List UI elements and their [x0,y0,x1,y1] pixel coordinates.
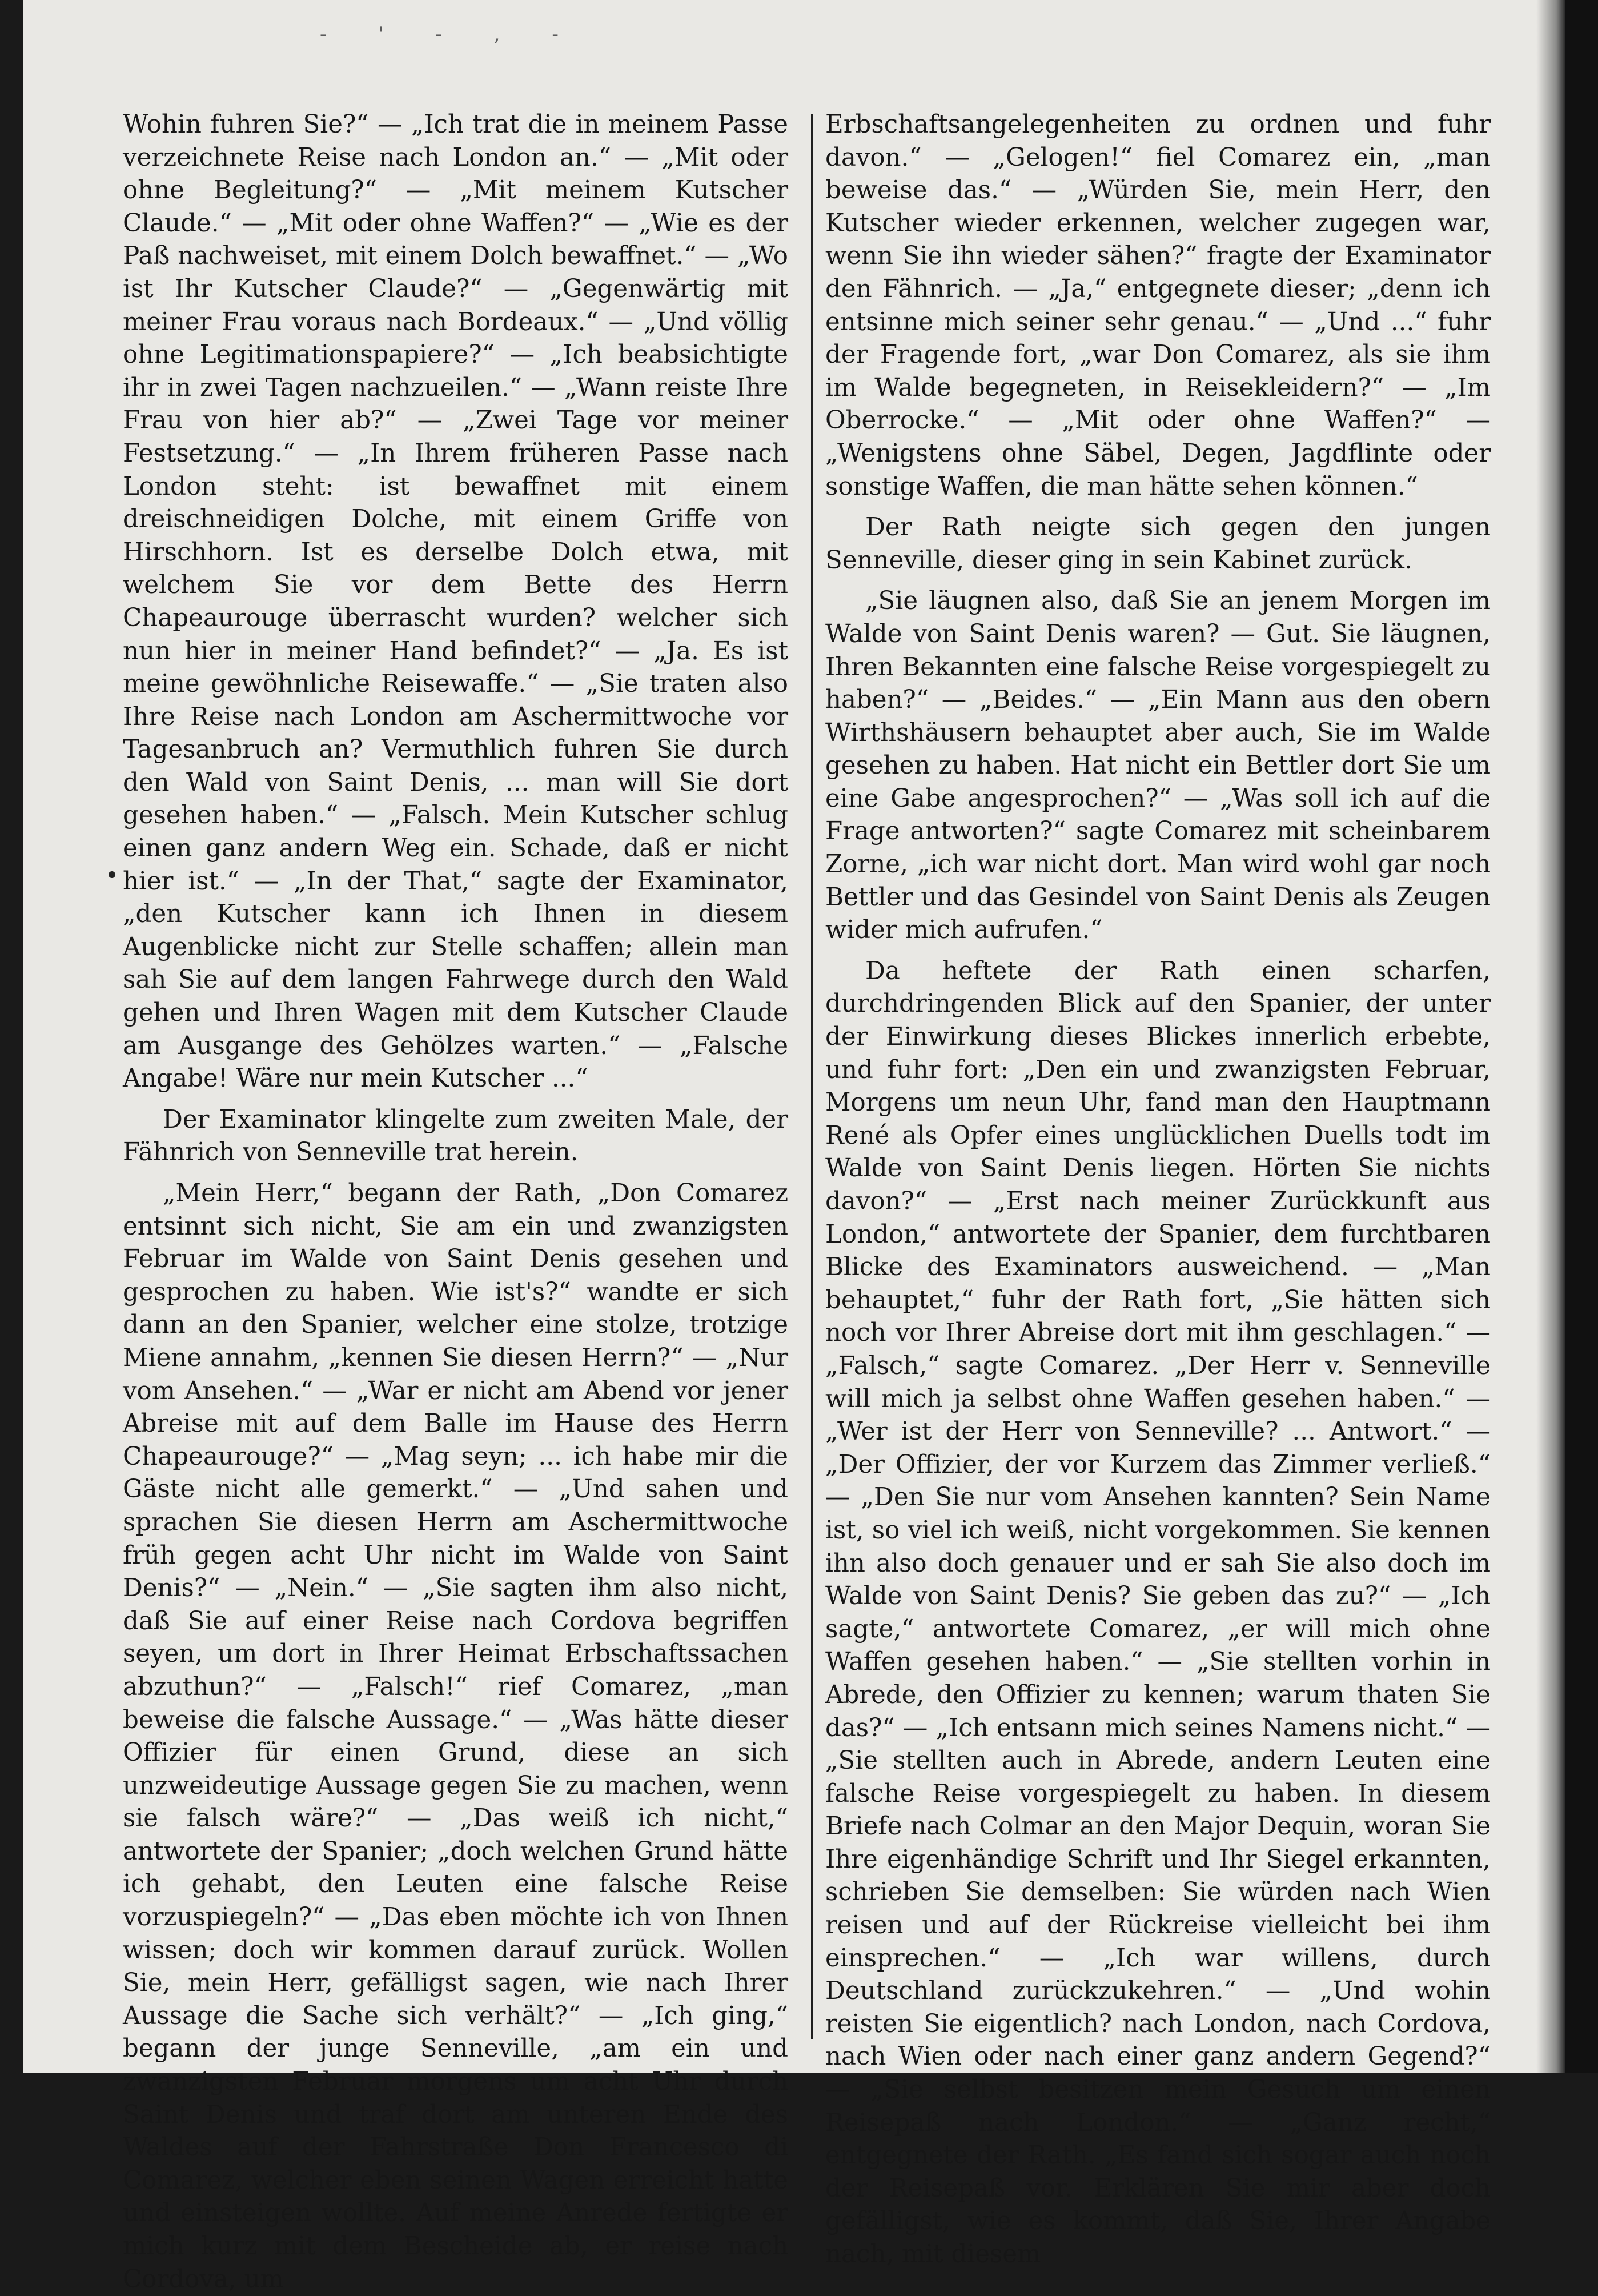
paragraph: „Mein Herr,“ begann der Rath, „Don Comarez entsinnt sich nicht, Sie am ein und zwanzigsten Februar im Walde von Saint Denis gesehen und gesprochen zu haben. Wie ist's?“ wandte er sich dann an den Spanier, welcher eine stolze, trotzige Miene annahm, „kennen Sie diesen Herrn?“ — „Nur vom Ansehen.“ — „War er nicht am Abend vor jener Abreise mit auf dem Balle im Hause des Herrn Chapeaurouge?“ — „Mag seyn; ... ich habe mir die Gäste nicht alle gemerkt.“ — „Und sahen und sprachen Sie diesen Herrn am Aschermittwoche früh gegen acht Uhr nicht im Walde von Saint Denis?“ — „Nein.“ — „Sie sagten ihm also nicht, daß Sie auf einer Reise nach Cordova begriffen seyen, um dort in Ihrer Heimat Erbschaftssachen abzuthun?“ — „Falsch!“ rief Comarez, „man beweise die falsche Aussage.“ — „Was hätte dieser Offizier für einen Grund, diese an sich unzweideutige Aussage gegen Sie zu machen, wenn sie falsch wäre?“ — „Das weiß ich nicht,“ antwortete der Spanier; „doch welchen Grund hätte ich gehabt, den Leuten eine falsche Reise vorzuspiegeln?“ — „Das eben möchte ich von Ihnen wissen; doch wir kommen darauf zurück. Wollen Sie, mein Herr, gefälligst sagen, wie nach Ihrer Aussage die Sache sich verhält?“ — „Ich ging,“ begann der junge Senneville, „am ein und zwanzigsten Februar morgens um acht Uhr durch Saint Denis und traf dort am unteren Ende des Waldes auf der Fahrstraße Don Francesco di Comarez, welcher eben seinen Wagen erreicht hatte und einsteigen wollte. Auf meine Anrede fertigte er mich kurz mit dem Bescheide ab, er reise nach Cordova, um [123,1179,788,2294]
column-rule [811,114,813,2039]
paragraph: Wohin fuhren Sie?“ — „Ich trat die in meinem Passe verzeichnete Reise nach London an.“ — „Mit oder ohne Begleitung?“ — „Mit meinem Kutscher Claude.“ — „Mit oder ohne Waffen?“ — „Wie es der Paß nachweiset, mit einem Dolch bewaffnet.“ — „Wo ist Ihr Kutscher Claude?“ — „Gegenwärtig mit meiner Frau voraus nach Bordeaux.“ — „Und völlig ohne Legitimationspapiere?“ — „Ich beabsichtigte ihr in zwei Tagen nachzueilen.“ — „Wann reiste Ihre Frau von hier ab?“ — „Zwei Tage vor meiner Festsetzung.“ — „In Ihrem früheren Passe nach London steht: ist bewaffnet mit einem dreischneidigen Dolche, mit einem Griffe von Hirschhorn. Ist es derselbe Dolch etwa, mit welchem Sie vor dem Bette des Herrn Chapeaurouge überrascht wurden? welcher sich nun hier in meiner Hand befindet?“ — „Ja. Es ist meine gewöhnliche Reisewaffe.“ — „Sie traten also Ihre Reise nach London am Aschermittwoche vor Tagesanbruch an? Vermuthlich fuhren Sie durch den Wald von Saint Denis, ... man will Sie dort gesehen haben.“ — „Falsch. Mein Kutscher schlug einen ganz andern Weg ein. Schade, daß er nicht hier ist.“ — „In der That,“ sagte der Examinator, „den Kutscher kann ich Ihnen in diesem Augenblicke nicht zur Stelle schaffen; allein man sah Sie auf dem langen Fahrwege durch den Wald gehen und Ihren Wagen mit dem Kutscher Claude am Ausgange des Gehölzes warten.“ — „Falsche Angabe! Wäre nur mein Kutscher ...“ [123,110,788,1093]
paragraph: Erbschaftsangelegenheiten zu ordnen und fuhr davon.“ — „Gelogen!“ fiel Comarez ein, „man beweise das.“ — „Würden Sie, mein Herr, den Kutscher wieder erkennen, welcher zugegen war, wenn Sie ihn wieder sähen?“ fragte der Examinator den Fähnrich. — „Ja,“ entgegnete dieser; „denn ich entsinne mich seiner sehr genau.“ — „Und ...“ fuhr der Fragende fort, „war Don Comarez, als sie ihm im Walde begegneten, in Reisekleidern?“ — „Im Oberrocke.“ — „Mit oder ohne Waffen?“ — „Wenigstens ohne Säbel, Degen, Jagdflinte oder sonstige Waffen, die man hätte sehen können.“ [825,110,1491,501]
paragraph: Der Rath neigte sich gegen den jungen Senneville, dieser ging in sein Kabinet zurück. [825,513,1491,575]
scan-border [1565,0,1598,2073]
margin-dot [109,871,115,878]
paragraph: Der Examinator klingelte zum zweiten Male, der Fähnrich von Senneville trat herein. [123,1105,788,1167]
right-column [825,109,1491,2269]
paragraph: Da heftete der Rath einen scharfen, durchdringenden Blick auf den Spanier, der unter der Einwirkung dieses Blickes innerlich erbebte, und fuhr fort: „Den ein und zwanzigsten Februar, Morgens um neun Uhr, fand man den Hauptmann René als Opfer eines unglücklichen Duells todt im Walde von Saint Denis liegen. Hörten Sie nichts davon?“ — „Erst nach meiner Zurückkunft aus London,“ antwortete der Spanier, dem furchtbaren Blicke des Examinators ausweichend. — „Man behauptet,“ fuhr der Rath fort, „Sie hätten sich noch vor Ihrer Abreise dort mit ihm geschlagen.“ — „Falsch,“ sagte Comarez. „Der Herr v. Senneville will mich ja selbst ohne Waffen gesehen haben.“ — „Wer ist der Herr von Senneville? ... Antwort.“ — „Der Offizier, der vor Kurzem das Zimmer verließ.“ — „Den Sie nur vom Ansehen kannten? Sein Name ist, so viel ich weiß, nicht vorgekommen. Sie kennen ihn also doch genauer und er sah Sie also doch im Walde von Saint Denis? Sie geben das zu?“ — „Ich sagte,“ antwortete Comarez, „er will mich ohne Waffen gesehen haben.“ — „Sie stellten vorhin in Abrede, den Offizier zu kennen; warum thaten Sie das?“ — „Ich entsann mich seines Namens nicht.“ — „Sie stellten auch in Abrede, andern Leuten eine falsche Reise vorgespiegelt zu haben. In diesem Briefe nach Colmar an den Major Dequin, woran Sie Ihre eigenhändige Schrift und Ihr Siegel erkannten, schrieben Sie demselben: Sie würden nach Wien reisen und auf der Rückreise vielleicht bei ihm einsprechen.“ — „Ich war willens, durch Deutschland zurückzukehren.“ — „Und wohin reisten Sie eigentlich? nach London, nach Cordova, nach Wien oder nach einer ganz andern Gegend?“ — „Sie selbst besitzen mein Gesuch um einen Reisepaß nach London.“ — „Ganz recht,“ entgegnete der Rath. „Es fand sich sogar auch noch der Reisepaß vor. Erklären Sie mir aber doch gefälligst, wie es kommt, daß Sie, Ihrer Angabe nach, mit diesem [825,956,1491,2269]
left-column [123,109,788,2294]
page-fold-shadow [1536,0,1565,2073]
paragraph: „Sie läugnen also, daß Sie an jenem Morgen im Walde von Saint Denis waren? — Gut. Sie läugnen, Ihren Bekannten eine falsche Reise vorgespiegelt zu haben?“ — „Beides.“ — „Ein Mann aus den obern Wirthshäusern behauptet aber auch, Sie im Walde gesehen zu haben. Hat nicht ein Bettler dort Sie um eine Gabe angesprochen?“ — „Was soll ich auf die Frage antworten?“ sagte Comarez mit scheinbarem Zorne, „ich war nicht dort. Man wird wohl gar noch Bettler und das Gesindel von Saint Denis als Zeugen wider mich aufrufen.“ [825,587,1491,945]
top-margin-marks: - ' - , - [320,23,581,46]
